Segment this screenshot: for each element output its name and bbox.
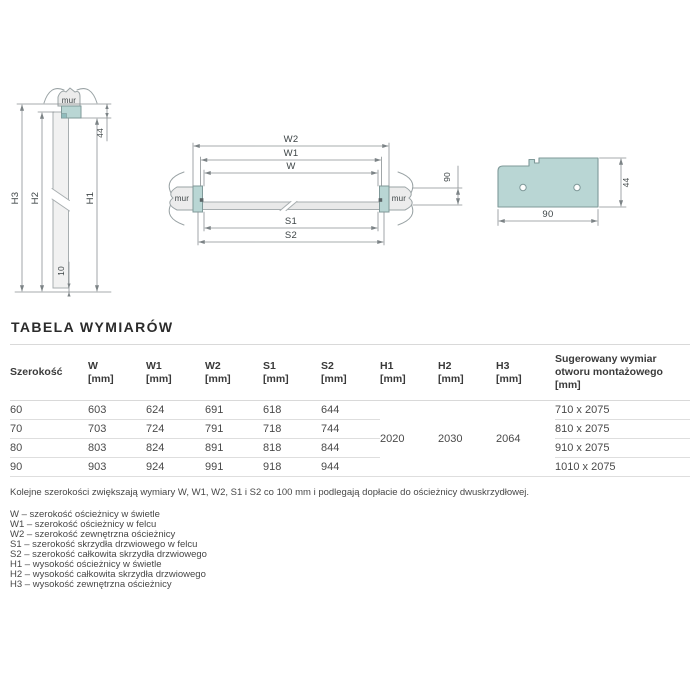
col-header-h1: H1 [mm] bbox=[380, 345, 438, 401]
cell-w1: 724 bbox=[146, 420, 205, 439]
h3-dimension-label: H3 bbox=[10, 191, 21, 205]
wall-label: mur bbox=[391, 194, 407, 203]
legend-item-h1: H1 – wysokość ościeżnicy w świetle bbox=[10, 559, 162, 570]
h2-dimension-label: H2 bbox=[30, 191, 41, 205]
cell-szerokosc: 80 bbox=[10, 439, 88, 458]
cell-h3: 2064 bbox=[496, 401, 555, 477]
cell-s1: 618 bbox=[263, 401, 321, 420]
table-row bbox=[10, 420, 690, 439]
wall-depth-label: 90 bbox=[442, 172, 452, 182]
hinge-marker bbox=[379, 198, 383, 202]
seal bbox=[62, 114, 67, 119]
cell-w2: 991 bbox=[205, 458, 263, 477]
s1-dimension-label: S1 bbox=[284, 216, 298, 227]
table-note: Kolejne szerokości zwiększają wymiary W, W1, W2, S1 i S2 co 100 mm i podlegają dopłacie do ościeżnicy dwuskrzydłowej. bbox=[10, 487, 530, 498]
cell-s1: 718 bbox=[263, 420, 321, 439]
diagram-profile-section bbox=[498, 158, 631, 226]
cell-opening: 1010 x 2075 bbox=[555, 458, 690, 477]
w-dimension-label: W bbox=[286, 161, 296, 172]
table-row bbox=[10, 439, 690, 458]
cell-szerokosc: 70 bbox=[10, 420, 88, 439]
cell-s1: 918 bbox=[263, 458, 321, 477]
spec-content bbox=[10, 319, 690, 590]
w1-dimension-label: W1 bbox=[283, 148, 299, 159]
col-header-otwor: Sugerowany wymiar otworu montażowego [mm] bbox=[555, 345, 690, 401]
col-header-h3: H3 [mm] bbox=[496, 345, 555, 401]
frame-profile bbox=[498, 158, 598, 207]
cell-w: 703 bbox=[88, 420, 146, 439]
cell-h1: 2020 bbox=[380, 401, 438, 477]
profile-width-label: 90 bbox=[542, 209, 554, 220]
col-header-szerokosc: Szerokość bbox=[10, 345, 88, 401]
cell-szerokosc: 60 bbox=[10, 401, 88, 420]
profile-height-label: 44 bbox=[621, 177, 631, 188]
table-row bbox=[10, 458, 690, 477]
cell-s2: 844 bbox=[321, 439, 380, 458]
cell-w: 903 bbox=[88, 458, 146, 477]
wall-label: mur bbox=[174, 194, 190, 203]
cell-s1: 818 bbox=[263, 439, 321, 458]
technical-drawings bbox=[0, 0, 700, 312]
cell-szerokosc: 90 bbox=[10, 458, 88, 477]
screw-hole bbox=[574, 184, 580, 190]
col-header-w1: W1 [mm] bbox=[146, 345, 205, 401]
diagram-vertical-section bbox=[10, 88, 111, 297]
col-header-w2: W2 [mm] bbox=[205, 345, 263, 401]
wall-label: mur bbox=[61, 96, 77, 105]
col-header-h2: H2 [mm] bbox=[438, 345, 496, 401]
s2-dimension-label: S2 bbox=[284, 230, 298, 241]
legend-item-s2: S2 – szerokość całkowita skrzydła drzwiowego bbox=[10, 549, 207, 560]
cell-opening: 710 x 2075 bbox=[555, 401, 690, 420]
cell-w2: 791 bbox=[205, 420, 263, 439]
cell-w: 603 bbox=[88, 401, 146, 420]
dimensions-table bbox=[10, 344, 690, 477]
col-header-s1: S1 [mm] bbox=[263, 345, 321, 401]
dimension-lines bbox=[193, 143, 462, 245]
diagram-horizontal-section bbox=[169, 134, 462, 245]
hinge-marker bbox=[200, 198, 204, 202]
legend bbox=[10, 510, 690, 590]
col-header-s2: S2 [mm] bbox=[321, 345, 380, 401]
cell-w1: 624 bbox=[146, 401, 205, 420]
cell-opening: 910 x 2075 bbox=[555, 439, 690, 458]
cell-w2: 691 bbox=[205, 401, 263, 420]
legend-item-w1: W1 – szerokość ościeżnicy w felcu bbox=[10, 519, 157, 530]
table-row bbox=[10, 401, 690, 420]
h1-dimension-label: H1 bbox=[85, 191, 96, 205]
legend-item-s1: S1 – szerokość skrzydła drzwiowego w felcu bbox=[10, 539, 198, 550]
legend-item-h2: H2 – wysokość całkowita skrzydła drzwiowego bbox=[10, 569, 206, 580]
screw-hole bbox=[520, 184, 526, 190]
w2-dimension-label: W2 bbox=[283, 134, 299, 145]
cell-s2: 644 bbox=[321, 401, 380, 420]
cell-w1: 824 bbox=[146, 439, 205, 458]
cell-h2: 2030 bbox=[438, 401, 496, 477]
legend-item-h3: H3 – wysokość zewnętrzna ościeżnicy bbox=[10, 579, 172, 590]
col-header-w: W [mm] bbox=[88, 345, 146, 401]
table-header-row bbox=[10, 345, 690, 401]
legend-item-w: W – szerokość ościeżnicy w świetle bbox=[10, 509, 160, 520]
cell-w1: 924 bbox=[146, 458, 205, 477]
cell-s2: 944 bbox=[321, 458, 380, 477]
cell-w: 803 bbox=[88, 439, 146, 458]
cell-s2: 744 bbox=[321, 420, 380, 439]
cell-opening: 810 x 2075 bbox=[555, 420, 690, 439]
profile-height-label: 44 bbox=[95, 128, 105, 138]
legend-item-w2: W2 – szerokość zewnętrzna ościeżnicy bbox=[10, 529, 176, 540]
bottom-gap-label: 10 bbox=[56, 266, 66, 276]
page-title: TABELA WYMIARÓW bbox=[11, 319, 174, 335]
cell-w2: 891 bbox=[205, 439, 263, 458]
